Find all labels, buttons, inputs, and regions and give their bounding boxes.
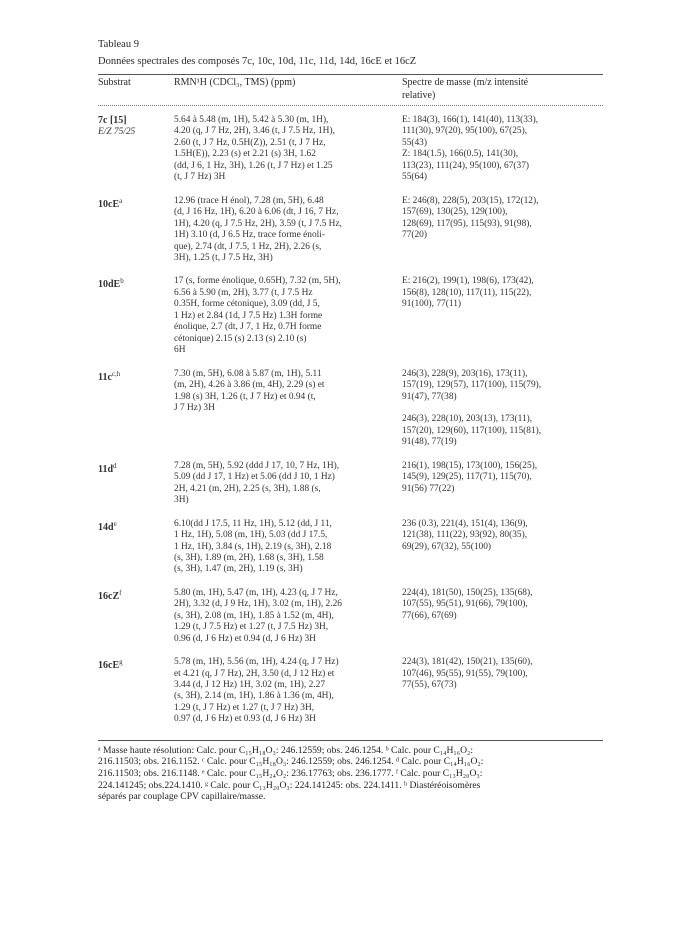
nmr-line: 0.96 (d, J 6 Hz) et 0.94 (d, J 6 Hz) 3H bbox=[174, 633, 316, 644]
ms-line: 55(64) bbox=[402, 172, 427, 183]
compound-ratio: E/Z 75/25 bbox=[98, 127, 136, 138]
ms-line: 128(69), 117(95), 115(93), 91(98), bbox=[402, 218, 532, 229]
table-caption: Données spectrales des composés 7c, 10c, 10d, 11c, 11d, 14d, 16cE et 16cZ bbox=[98, 56, 417, 67]
nmr-line: 5.09 (dd J 17, 1 Hz) et 5.06 (dd J 10, 1 Hz) bbox=[174, 472, 335, 483]
table-row bbox=[98, 588, 603, 645]
nmr-line: 5.78 (m, 1H), 5.56 (m, 1H), 4.24 (q, J 7 Hz) bbox=[174, 657, 339, 668]
table-row bbox=[98, 115, 603, 184]
substrat-cell bbox=[98, 276, 174, 356]
nmr-line: (s, 3H), 2.14 (m, 1H), 1.86 à 1.36 (m, 4H), bbox=[174, 691, 334, 702]
ms-cell bbox=[402, 588, 603, 645]
row-gap bbox=[98, 449, 603, 461]
substrat-cell bbox=[98, 369, 174, 449]
ms-line: 55(43) bbox=[402, 137, 427, 148]
footnote-line: 224.141245; obs.224.1410. ᵍ Calc. pour C₁₃H₂₀O₃: 224.141245: obs. 224.1411. ʰ Diastéréoisomères bbox=[98, 779, 481, 791]
bottom-rule bbox=[98, 740, 603, 741]
table-body bbox=[98, 106, 603, 738]
ms-line: 111(30), 97(20), 95(100), 67(25), bbox=[402, 126, 528, 137]
row-gap bbox=[98, 576, 603, 588]
ms-cell bbox=[402, 196, 603, 265]
nmr-cell bbox=[174, 369, 402, 449]
nmr-line: (m, 2H), 4.26 à 3.86 (m, 4H), 2.29 (s) et bbox=[174, 380, 325, 391]
substrat-cell bbox=[98, 588, 174, 645]
nmr-line: 5.64 à 5.48 (m, 1H), 5.42 à 5.30 (m, 1H), bbox=[174, 115, 329, 125]
footnote-line: 216.11503; obs. 216.1152. ᶜ Calc. pour C₁₅H₁₈O₃: 246.12559; obs. 246.1254. ᵈ Calc. pour C₁₄H₁₆O₂: bbox=[98, 756, 484, 768]
paper-page bbox=[98, 38, 603, 803]
nmr-line: 2.60 (t, J 7 Hz, 0.5H(Z)), 2.51 (t, J 7 Hz, bbox=[174, 137, 326, 148]
substrat-cell bbox=[98, 115, 174, 184]
nmr-cell bbox=[174, 115, 402, 184]
table-row bbox=[98, 461, 603, 507]
compound-label: 7c [15] bbox=[98, 115, 127, 126]
row-gap bbox=[98, 726, 603, 738]
header-substrat: Substrat bbox=[98, 77, 131, 88]
nmr-line: 3H), 1.25 (t, J 7.5 Hz, 3H) bbox=[174, 252, 273, 263]
compound-label: 14d bbox=[98, 521, 114, 533]
ms-line: E: 184(3), 166(1), 141(40), 113(33), bbox=[402, 115, 539, 125]
header-ms-line: relative) bbox=[402, 89, 436, 101]
ms-line: 224(3), 181(42), 150(21), 135(60), bbox=[402, 657, 533, 668]
substrat-cell bbox=[98, 657, 174, 726]
nmr-cell bbox=[174, 461, 402, 507]
nmr-line: 1.29 (t, J 7 Hz) et 1.27 (t, J 7 Hz) 3H, bbox=[174, 702, 315, 713]
header-ms bbox=[402, 77, 603, 102]
nmr-line: (dd, J 6, 1 Hz, 3H), 1.26 (t, J 7 Hz) et 1.25 bbox=[174, 160, 333, 171]
compound-label: 10cE bbox=[98, 198, 120, 210]
ms-line: 246(3), 228(9), 203(16), 173(11), bbox=[402, 368, 528, 379]
ms-cell bbox=[402, 657, 603, 726]
ms-cell bbox=[402, 115, 603, 184]
nmr-line: 7.28 (m, 5H), 5.92 (ddd J 17, 10, 7 Hz, 1H), bbox=[174, 460, 340, 471]
nmr-line: 6.56 à 5.90 (m, 2H), 3.77 (t, J 7.5 Hz bbox=[174, 287, 313, 298]
nmr-line: 1 Hz, 1H), 3.84 (s, 1H), 2.19 (s, 3H), 2.18 bbox=[174, 541, 332, 552]
row-gap bbox=[98, 264, 603, 276]
table-row bbox=[98, 276, 603, 356]
footnote-line: séparés par couplage CPV capillaire/masse. bbox=[98, 791, 266, 803]
nmr-line: 0.35H, forme cétonique), 3.09 (dd, J 5, bbox=[174, 299, 320, 310]
nmr-line: 1 Hz) et 2.84 (1d, J 7.5 Hz) 1.3H forme bbox=[174, 310, 323, 321]
footnote-marker: f bbox=[119, 588, 122, 597]
ms-line: 157(69), 130(25), 129(100), bbox=[402, 207, 508, 218]
header-ms-line: Spectre de masse (m/z intensité bbox=[402, 77, 529, 88]
nmr-line: que), 2.74 (dt, J 7.5, 1 Hz, 2H), 2.26 (s, bbox=[174, 241, 322, 252]
nmr-line: 17 (s, forme énolique, 0.65H), 7.32 (m, 5H), bbox=[174, 276, 341, 287]
ms-line: 156(8), 128(10), 117(11), 115(22), bbox=[402, 287, 532, 298]
nmr-line: 6.10(dd J 17.5, 11 Hz, 1H), 5.12 (dd, J 11, bbox=[174, 518, 332, 529]
nmr-line: 3H) bbox=[174, 495, 189, 506]
nmr-line: 2H), 3.32 (d, J 9 Hz, 1H), 3.02 (m, 1H), 2.26 bbox=[174, 599, 342, 610]
ms-line: 91(47), 77(38) bbox=[402, 391, 457, 402]
ms-line: 69(29), 67(32), 55(100) bbox=[402, 541, 492, 552]
nmr-line: (s, 3H), 1.89 (m, 2H), 1.68 (s, 3H), 1.58 bbox=[174, 552, 324, 563]
substrat-cell bbox=[98, 461, 174, 507]
header-rmn: RMN¹H (CDCl₃, TMS) (ppm) bbox=[174, 77, 296, 88]
nmr-line: 12.96 (trace H énol), 7.28 (m, 5H), 6.48 bbox=[174, 195, 324, 206]
nmr-line: 4.20 (q, J 7 Hz, 2H), 3.46 (t, J 7.5 Hz, 1H), bbox=[174, 126, 335, 137]
ms-line: 77(66), 67(69) bbox=[402, 610, 457, 621]
nmr-line: cétonique) 2.15 (s) 2.13 (s) 2.10 (s) bbox=[174, 333, 307, 344]
row-gap bbox=[98, 507, 603, 519]
ms-cell bbox=[402, 519, 603, 576]
substrat-cell bbox=[98, 196, 174, 265]
ms-line: 91(100), 77(11) bbox=[402, 299, 462, 310]
nmr-cell bbox=[174, 657, 402, 726]
ms-line: 121(38), 111(22), 93(92), 80(35), bbox=[402, 530, 528, 541]
table-row bbox=[98, 519, 603, 576]
ms-line: 246(3), 228(10), 203(13), 173(11), bbox=[402, 414, 533, 425]
nmr-line: (t, J 7 Hz) 3H bbox=[174, 172, 226, 183]
nmr-line: 3.44 (d, J 12 Hz) 1H, 3.02 (m, 1H), 2.27 bbox=[174, 680, 326, 691]
substrat-cell bbox=[98, 519, 174, 576]
ms-cell bbox=[402, 369, 603, 449]
ms-line: 113(23), 111(24), 95(100), 67(37) bbox=[402, 160, 530, 171]
footnote-line: ᵃ Masse haute résolution: Calc. pour C₁₅H₁₈O₃: 246.12559; obs. 246.1254. ᵇ Calc. pour C₁₄H₁₆O₂: bbox=[98, 744, 474, 756]
nmr-line: 1H), 4.20 (q, J 7.5 Hz, 2H), 3.59 (t, J 7.5 Hz, bbox=[174, 218, 342, 229]
ms-line: E: 216(2), 199(1), 198(6), 173(42), bbox=[402, 276, 534, 287]
nmr-cell bbox=[174, 196, 402, 265]
footnote-line: 216.11503; obs. 216.1148. ᵉ Calc. pour C₁₅H₂₄O₂: 236.17763; obs. 236.1777. ᶠ Calc. pour C₁₃H₂₀O₃: bbox=[98, 768, 483, 780]
footnotes bbox=[98, 745, 603, 803]
ms-line: 224(4), 181(50), 150(25), 135(68), bbox=[402, 587, 533, 598]
nmr-line: 1.5H(E)), 2.23 (s) et 2.21 (s) 3H, 1.62 bbox=[174, 149, 316, 160]
nmr-line: 1H) 3.10 (d, J 6.5 Hz, trace forme énoli- bbox=[174, 230, 325, 241]
nmr-line: 5.80 (m, 1H), 5.47 (m, 1H), 4.23 (q, J 7 Hz, bbox=[174, 587, 338, 598]
nmr-line: (s, 3H), 1.47 (m, 2H), 1.19 (s, 3H) bbox=[174, 564, 303, 575]
nmr-line: J 7 Hz) 3H bbox=[174, 402, 215, 413]
nmr-line: (s, 3H), 2.08 (m, 1H), 1.85 à 1.52 (m, 4H), bbox=[174, 610, 334, 621]
ms-line: 107(46), 95(55), 91(55), 79(100), bbox=[402, 668, 528, 679]
nmr-cell bbox=[174, 588, 402, 645]
nmr-line: (d, J 16 Hz, 1H), 6.20 à 6.06 (dt, J 16, 7 Hz, bbox=[174, 207, 339, 218]
nmr-line: 1.29 (t, J 7.5 Hz) et 1.27 (t, J 7.5 Hz) 3H, bbox=[174, 622, 329, 633]
compound-label: 11d bbox=[98, 463, 114, 475]
ms-line: 157(19), 129(57), 117(100), 115(79), bbox=[402, 380, 542, 391]
nmr-line: et 4.21 (q, J 7 Hz), 2H, 3.50 (d, J 12 Hz) et bbox=[174, 668, 335, 679]
footnote-marker: c,h bbox=[111, 369, 121, 378]
table-row bbox=[98, 196, 603, 265]
ms-line: 91(48), 77(19) bbox=[402, 437, 457, 448]
ms-line: 77(20) bbox=[402, 230, 427, 241]
footnote-marker: a bbox=[119, 196, 123, 205]
ms-line: Z: 184(1.5), 166(0.5), 141(30), bbox=[402, 149, 519, 160]
nmr-line: 1.98 (s) 3H, 1.26 (t, J 7 Hz) et 0.94 (t, bbox=[174, 391, 316, 402]
ms-line: 157(20), 129(60), 117(100), 115(81), bbox=[402, 425, 542, 436]
footnote-marker: d bbox=[113, 461, 117, 470]
row-gap bbox=[98, 645, 603, 657]
row-gap bbox=[98, 184, 603, 196]
table-row bbox=[98, 657, 603, 726]
compound-label: 16cE bbox=[98, 660, 120, 672]
ms-line: 236 (0.3), 221(4), 151(4), 136(9), bbox=[402, 518, 528, 529]
ms-line: 77(55), 67(73) bbox=[402, 680, 457, 691]
ms-line: 107(55), 95(51), 91(66), 79(100), bbox=[402, 599, 528, 610]
nmr-line: énolique, 2.7 (dt, J 7, 1 Hz, 0.7H forme bbox=[174, 322, 322, 333]
nmr-line: 0.97 (d, J 6 Hz) et 0.93 (d, J 6 Hz) 3H bbox=[174, 714, 316, 725]
nmr-line: 1 Hz, 1H), 5.08 (m, 1H), 5.03 (dd J 17.5, bbox=[174, 530, 328, 541]
ms-line bbox=[402, 403, 603, 414]
ms-line: 145(9), 129(25), 117(71), 115(70), bbox=[402, 472, 532, 483]
row-gap bbox=[98, 357, 603, 369]
nmr-line: 7.30 (m, 5H), 6.08 à 5.87 (m, 1H), 5.11 bbox=[174, 368, 322, 379]
table-header bbox=[98, 75, 603, 105]
footnote-marker: b bbox=[120, 277, 124, 286]
nmr-line: 2H, 4.21 (m, 2H), 2.25 (s, 3H), 1.88 (s, bbox=[174, 483, 321, 494]
compound-label: 10dE bbox=[98, 279, 121, 291]
ms-line: 216(1), 198(15), 173(100), 156(25), bbox=[402, 460, 538, 471]
ms-cell bbox=[402, 461, 603, 507]
compound-label: 16cZ bbox=[98, 590, 120, 602]
ms-cell bbox=[402, 276, 603, 356]
nmr-cell bbox=[174, 519, 402, 576]
footnote-marker: e bbox=[113, 519, 117, 528]
nmr-line: 6H bbox=[174, 345, 186, 356]
nmr-cell bbox=[174, 276, 402, 356]
ms-line: E: 246(8), 228(5), 203(15), 172(12), bbox=[402, 195, 539, 206]
table-row bbox=[98, 369, 603, 449]
footnote-marker: g bbox=[119, 658, 123, 667]
compound-label: 11c bbox=[98, 371, 112, 383]
table-title: Tableau 9 bbox=[98, 39, 139, 50]
ms-line: 91(56) 77(22) bbox=[402, 483, 455, 494]
